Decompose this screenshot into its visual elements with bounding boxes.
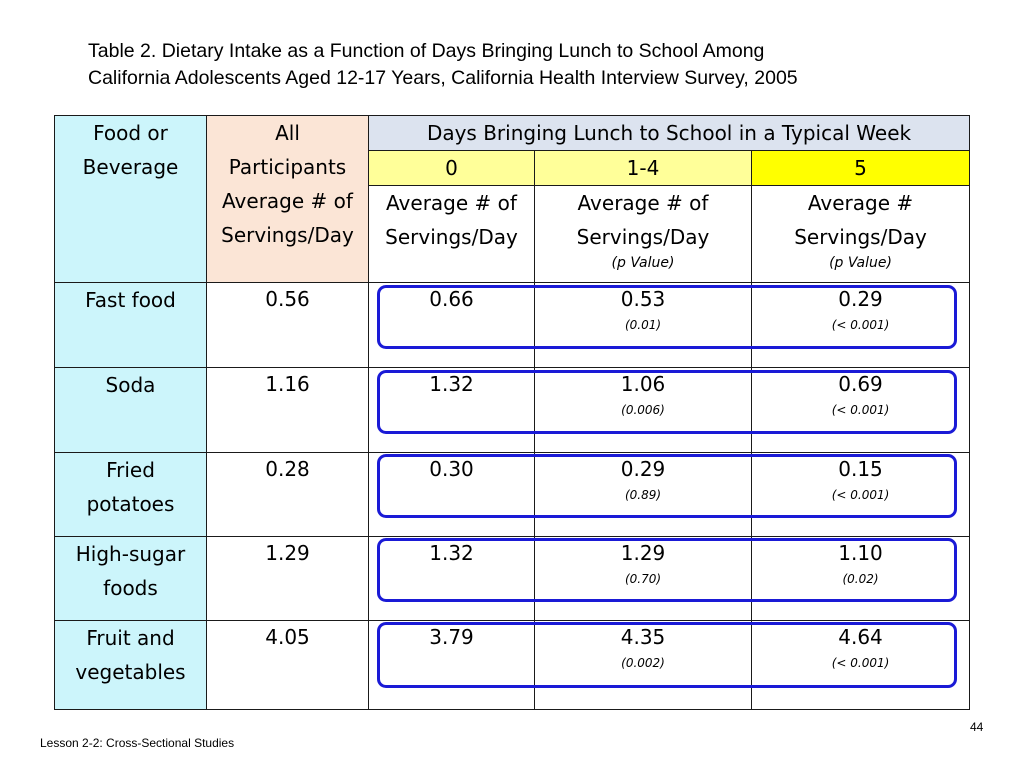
- row-label: Fruit and vegetables: [55, 621, 207, 710]
- col1-value: 4.35: [620, 625, 666, 649]
- all-value: 0.56: [265, 287, 310, 311]
- all-value: 4.05: [265, 625, 310, 649]
- table-row: [55, 368, 970, 453]
- dietary-intake-table: [54, 115, 970, 710]
- col5-value: 0.15: [838, 457, 883, 481]
- header-col-5: 5: [752, 151, 970, 186]
- col0-value: 0.30: [429, 457, 474, 481]
- col0-value: 0.66: [429, 287, 474, 311]
- col5-value: 4.64: [838, 625, 883, 649]
- title-line-1: Table 2. Dietary Intake as a Function of Days Bringing Lunch to School Among: [88, 40, 765, 62]
- col0-value: 1.32: [429, 372, 474, 396]
- col5-value: 0.69: [838, 372, 883, 396]
- col1-value: 1.29: [620, 541, 666, 565]
- table-title: [88, 38, 948, 92]
- col0-value: 1.32: [429, 541, 474, 565]
- row-label: Soda: [55, 368, 207, 453]
- col5-value: 0.29: [838, 287, 883, 311]
- table-row: [55, 621, 970, 710]
- col5-value: 1.10: [838, 541, 883, 565]
- col1-value: 1.06: [620, 372, 666, 396]
- col1-value: 0.29: [620, 457, 666, 481]
- col1-pvalue: (0.002): [621, 656, 665, 670]
- subheader-col-1-4: Average # of Servings/Day (p Value): [535, 186, 752, 283]
- col5-pvalue: (< 0.001): [831, 656, 890, 670]
- title-line-2: California Adolescents Aged 12-17 Years, California Health Interview Survey, 2005: [88, 67, 798, 89]
- all-value: 1.16: [265, 372, 310, 396]
- all-value: 1.29: [265, 541, 310, 565]
- page-number: 44: [970, 720, 984, 734]
- col1-pvalue: (0.89): [624, 488, 662, 502]
- row-label: Fast food: [55, 283, 207, 368]
- col0-value: 3.79: [429, 625, 474, 649]
- header-all-participants: All Participants Average # of Servings/Day: [207, 116, 369, 283]
- col1-value: 0.53: [620, 287, 666, 311]
- header-food-or-beverage: Food or Beverage: [55, 116, 207, 283]
- all-value: 0.28: [265, 457, 310, 481]
- subheader-col-5: Average # Servings/Day (p Value): [752, 186, 970, 283]
- row-label: Fried potatoes: [55, 453, 207, 537]
- col5-pvalue: (< 0.001): [831, 403, 890, 417]
- header-days-bringing-lunch: Days Bringing Lunch to School in a Typical Week: [369, 116, 970, 151]
- slide-footer: Lesson 2-2: Cross-Sectional Studies: [40, 736, 235, 750]
- table-row: [55, 453, 970, 537]
- col1-pvalue: (0.01): [624, 318, 662, 332]
- subheader-col-0: Average # of Servings/Day: [369, 186, 535, 283]
- table-row: [55, 283, 970, 368]
- table-row: [55, 537, 970, 621]
- col1-pvalue: (0.006): [621, 403, 665, 417]
- header-col-1-4: 1-4: [535, 151, 752, 186]
- header-col-0: 0: [369, 151, 535, 186]
- col5-pvalue: (0.02): [842, 572, 879, 586]
- col5-pvalue: (< 0.001): [831, 318, 890, 332]
- col1-pvalue: (0.70): [624, 572, 662, 586]
- col5-pvalue: (< 0.001): [831, 488, 890, 502]
- row-label: High-sugar foods: [55, 537, 207, 621]
